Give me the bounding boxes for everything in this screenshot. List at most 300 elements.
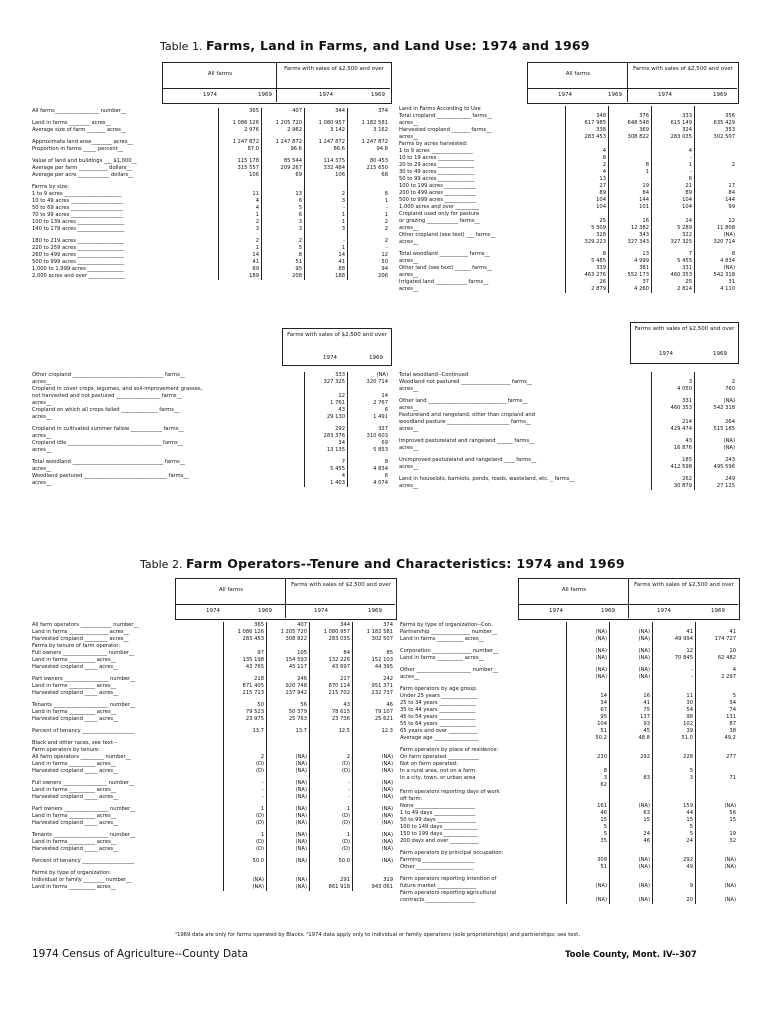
cell-value: 8 bbox=[348, 459, 391, 466]
cell-value: 243 bbox=[695, 457, 738, 464]
cell-value bbox=[695, 106, 738, 113]
cell-value: 25 bbox=[652, 279, 695, 286]
cell-value: (NA) bbox=[353, 846, 396, 853]
cell-value: 5 bbox=[653, 824, 696, 831]
row-label: acres__ bbox=[32, 433, 52, 439]
table-row bbox=[30, 393, 390, 400]
cell-value: 89 bbox=[566, 190, 609, 197]
cell-value: 88 bbox=[305, 266, 348, 273]
cell-value bbox=[567, 747, 610, 754]
cell-value: 2 767 bbox=[348, 400, 391, 407]
cell-value: 4 bbox=[219, 198, 262, 205]
cell-value: (NA) bbox=[224, 877, 267, 884]
cell-value: 50 379 bbox=[267, 709, 310, 716]
cell-value: (NA) bbox=[695, 232, 738, 239]
cell-value: (NA) bbox=[696, 864, 739, 871]
table-row bbox=[397, 218, 737, 225]
row-label: Part owners _________________ number__ bbox=[32, 676, 136, 682]
cell-value: 6 bbox=[262, 198, 305, 205]
cell-value: 25 763 bbox=[267, 716, 310, 723]
cell-value: (NA) bbox=[353, 806, 396, 813]
table-row bbox=[30, 629, 395, 636]
hdr-sales-farms: Farms with sales of $2,500 and over bbox=[633, 66, 733, 72]
cell-value: 24 bbox=[653, 838, 696, 845]
row-label: acres__ bbox=[399, 386, 419, 392]
cell-value: 329 223 bbox=[566, 239, 609, 246]
cell-value: 1 182 581 bbox=[348, 120, 391, 127]
cell-value: 429 474 bbox=[652, 426, 695, 433]
cell-value: 338 bbox=[566, 127, 609, 134]
cell-value: 283 376 bbox=[305, 433, 348, 440]
cell-value: (NA) bbox=[610, 636, 653, 643]
row-label: 10 to 49 acres ____________________ bbox=[32, 198, 123, 204]
table-row bbox=[30, 407, 390, 414]
cell-value: 308 822 bbox=[609, 134, 652, 141]
cell-value: 13 135 bbox=[305, 447, 348, 454]
cell-value bbox=[653, 789, 696, 796]
cell-value bbox=[695, 211, 738, 218]
cell-value: 19 bbox=[609, 183, 652, 190]
row-label: Harvested cropland _____ acres__ bbox=[32, 664, 119, 670]
cell-value bbox=[610, 890, 653, 897]
cell-value bbox=[609, 141, 652, 148]
cell-value: (NA) bbox=[353, 768, 396, 775]
cell-value bbox=[652, 412, 695, 419]
row-label: acres__ bbox=[399, 272, 419, 278]
row-label: Total woodland--Continued bbox=[399, 372, 469, 378]
cell-value: 51 bbox=[567, 728, 610, 735]
table-row bbox=[397, 379, 737, 386]
cell-value bbox=[610, 686, 653, 693]
cell-value: 62 482 bbox=[696, 655, 739, 662]
hdr-all-farms: All farms bbox=[561, 587, 587, 593]
table-row bbox=[397, 169, 737, 176]
cell-value bbox=[267, 747, 310, 754]
cell-value: 159 bbox=[653, 803, 696, 810]
cell-value: 5 bbox=[567, 831, 610, 838]
table-row bbox=[397, 251, 737, 258]
hdr-year: 1969 bbox=[369, 355, 383, 361]
cell-value: 1 bbox=[305, 245, 348, 252]
cell-value: 2 297 bbox=[696, 674, 739, 681]
cell-value: (D) bbox=[310, 846, 353, 853]
table-row bbox=[30, 709, 395, 716]
cell-value: 50.2 bbox=[567, 735, 610, 742]
cell-value: 2 976 bbox=[219, 127, 262, 134]
hdr-year: 1974 bbox=[658, 92, 672, 98]
cell-value: - bbox=[310, 794, 353, 801]
row-label: Other ______________________ bbox=[400, 864, 474, 870]
cell-value bbox=[696, 850, 739, 857]
cell-value bbox=[610, 876, 653, 883]
cell-value bbox=[695, 412, 738, 419]
cell-value: 46 bbox=[353, 702, 396, 709]
cell-value: 228 bbox=[653, 754, 696, 761]
cell-value: 38 bbox=[696, 728, 739, 735]
row-label: Tenants _____________________ number__ bbox=[32, 832, 136, 838]
cell-value bbox=[567, 622, 610, 629]
hdr-year: 1974 bbox=[323, 355, 337, 361]
table-row bbox=[398, 897, 738, 904]
cell-value: 6 bbox=[348, 407, 391, 414]
cell-value bbox=[609, 211, 652, 218]
row-label: None _______________________ bbox=[400, 803, 475, 809]
table-row bbox=[398, 810, 738, 817]
cell-value: (NA) bbox=[267, 858, 310, 865]
cell-value: (NA) bbox=[610, 655, 653, 662]
row-label: Other _____________________ number__ bbox=[400, 667, 498, 673]
table-row bbox=[30, 870, 395, 877]
table-row bbox=[30, 226, 390, 233]
table-row bbox=[30, 858, 395, 865]
cell-value: 5 bbox=[262, 245, 305, 252]
cell-value: 310 603 bbox=[348, 433, 391, 440]
table-row bbox=[30, 205, 390, 212]
cell-value: 46 bbox=[567, 810, 610, 817]
row-label: Land in farms _______________ acres__ bbox=[32, 629, 129, 635]
cell-value: 44 395 bbox=[353, 664, 396, 671]
table-row bbox=[397, 438, 737, 445]
cell-value bbox=[567, 789, 610, 796]
cell-value: 292 bbox=[305, 426, 348, 433]
row-label: All farm operators _________ number__ bbox=[32, 754, 131, 760]
table-row bbox=[397, 127, 737, 134]
cell-value: 45 bbox=[610, 728, 653, 735]
cell-value: 8 bbox=[262, 252, 305, 259]
cell-value: 13 bbox=[566, 176, 609, 183]
table-row bbox=[397, 190, 737, 197]
cell-value: (NA) bbox=[696, 857, 739, 864]
row-label: Improved pastureland and rangeland ______ farms__ bbox=[399, 438, 535, 444]
cell-value: 4 bbox=[219, 205, 262, 212]
table-row bbox=[30, 657, 395, 664]
cell-value: (NA) bbox=[267, 813, 310, 820]
cell-value bbox=[224, 870, 267, 877]
table-row bbox=[30, 466, 390, 473]
cell-value: 29 130 bbox=[305, 414, 348, 421]
cell-value: 15 bbox=[653, 817, 696, 824]
table-row bbox=[30, 716, 395, 723]
table-row bbox=[398, 850, 738, 857]
cell-value bbox=[653, 850, 696, 857]
cell-value: (NA) bbox=[353, 858, 396, 865]
cell-value: 615 149 bbox=[652, 120, 695, 127]
cell-value: 870 114 bbox=[310, 683, 353, 690]
cell-value: 407 bbox=[262, 108, 305, 115]
table-row bbox=[398, 674, 738, 681]
cell-value: 11 808 bbox=[695, 225, 738, 232]
cell-value bbox=[224, 643, 267, 650]
cell-value: (NA) bbox=[567, 667, 610, 674]
row-label: Land in farms __________ acres__ bbox=[32, 683, 116, 689]
table-row bbox=[398, 636, 738, 643]
cell-value: 760 bbox=[695, 386, 738, 393]
cell-value: 104 bbox=[652, 197, 695, 204]
cell-value: 49 994 bbox=[653, 636, 696, 643]
cell-value: (NA) bbox=[567, 897, 610, 904]
table-row bbox=[30, 877, 395, 884]
table-row bbox=[398, 686, 738, 693]
table-row bbox=[30, 459, 390, 466]
hdr-all-farms: All farms bbox=[207, 71, 233, 77]
cell-value: (NA) bbox=[610, 803, 653, 810]
hdr-year: 1974 bbox=[549, 608, 563, 614]
cell-value: 98 bbox=[653, 714, 696, 721]
table1-lower-left-body bbox=[30, 372, 390, 487]
cell-value: 1 205 720 bbox=[267, 629, 310, 636]
hdr-all-farms: All farms bbox=[218, 587, 244, 593]
row-label: future market _______________ bbox=[400, 883, 477, 889]
cell-value: 542 318 bbox=[695, 272, 738, 279]
cell-value bbox=[696, 824, 739, 831]
cell-value: 185 bbox=[652, 457, 695, 464]
cell-value: 1 247 872 bbox=[305, 139, 348, 146]
table-row bbox=[398, 817, 738, 824]
cell-value: - bbox=[348, 245, 391, 252]
cell-value: (NA) bbox=[610, 864, 653, 871]
row-label: In a rural area, not on a farm bbox=[400, 768, 476, 774]
cell-value: (NA) bbox=[567, 648, 610, 655]
cell-value: 50.0 bbox=[310, 858, 353, 865]
cell-value: 75 bbox=[610, 707, 653, 714]
cell-value bbox=[262, 184, 305, 191]
row-label: Total woodland ___________ farms__ bbox=[399, 251, 490, 257]
cell-value: 189 bbox=[219, 273, 262, 280]
cell-value: 3 162 bbox=[348, 127, 391, 134]
cell-value: 1 247 872 bbox=[262, 139, 305, 146]
row-label: acres__ bbox=[32, 400, 52, 406]
cell-value: 161 bbox=[567, 803, 610, 810]
table-row bbox=[30, 191, 390, 198]
cell-value: 95 bbox=[262, 266, 305, 273]
row-label: Farm operators by age group: bbox=[400, 686, 478, 692]
cell-value: 552 173 bbox=[609, 272, 652, 279]
row-label: 1,000 to 1,999 acres ______________ bbox=[32, 266, 124, 272]
cell-value: 319 bbox=[353, 877, 396, 884]
cell-value: 34 bbox=[305, 440, 348, 447]
cell-value: 4 834 bbox=[348, 466, 391, 473]
row-label: acres__ bbox=[32, 379, 52, 385]
cell-value: 1 080 957 bbox=[310, 629, 353, 636]
cell-value: 412 598 bbox=[652, 464, 695, 471]
cell-value: 5 bbox=[696, 693, 739, 700]
cell-value: 8 bbox=[695, 251, 738, 258]
cell-value: 1 bbox=[305, 219, 348, 226]
cell-value bbox=[610, 747, 653, 754]
row-label: Land in houselots, barnlots, ponds, roads, wasteland, etc. _ farms__ bbox=[399, 476, 575, 482]
row-label: acres__ bbox=[399, 464, 419, 470]
cell-value: 242 bbox=[353, 676, 396, 683]
cell-value: 3 bbox=[652, 379, 695, 386]
cell-value bbox=[653, 782, 696, 789]
row-label: Not on farm operated: bbox=[400, 761, 458, 767]
cell-value: 246 bbox=[267, 676, 310, 683]
cell-value: (NA) bbox=[610, 629, 653, 636]
cell-value: 30 879 bbox=[652, 483, 695, 490]
cell-value bbox=[696, 890, 739, 897]
table-row bbox=[398, 655, 738, 662]
cell-value: - bbox=[224, 780, 267, 787]
table-row bbox=[397, 464, 737, 471]
cell-value: 43 bbox=[652, 438, 695, 445]
cell-value: 5 455 bbox=[652, 258, 695, 265]
cell-value: (D) bbox=[310, 839, 353, 846]
cell-value: 2 bbox=[348, 219, 391, 226]
table2-left-body bbox=[30, 622, 395, 891]
cell-value bbox=[267, 643, 310, 650]
cell-value bbox=[653, 796, 696, 803]
row-label: Land in farms __________ acres__ bbox=[32, 761, 116, 767]
cell-value: 1 247 872 bbox=[348, 139, 391, 146]
cell-value: 10 bbox=[696, 648, 739, 655]
row-label: Land in farms __________ acres__ bbox=[32, 839, 116, 845]
cell-value: (NA) bbox=[610, 667, 653, 674]
cell-value: 292 bbox=[610, 754, 653, 761]
hdr-sales-farms: Farms with sales of $2,500 and over bbox=[634, 326, 735, 332]
cell-value: 232 737 bbox=[353, 690, 396, 697]
cell-value: 237 942 bbox=[267, 690, 310, 697]
cell-value: (NA) bbox=[267, 877, 310, 884]
cell-value bbox=[567, 796, 610, 803]
cell-value: 2 bbox=[219, 219, 262, 226]
table-row bbox=[30, 747, 395, 754]
row-label: acres__ bbox=[399, 134, 419, 140]
cell-value bbox=[610, 782, 653, 789]
row-label: acres__ bbox=[399, 225, 419, 231]
table-row bbox=[30, 787, 395, 794]
cell-value: - bbox=[653, 667, 696, 674]
cell-value: (NA) bbox=[353, 787, 396, 794]
cell-value: (NA) bbox=[348, 372, 391, 379]
cell-value: 463 276 bbox=[566, 272, 609, 279]
cell-value: 115 178 bbox=[219, 158, 262, 165]
cell-value: 283 035 bbox=[652, 134, 695, 141]
row-label: Land in farms __________ acres__ bbox=[32, 813, 116, 819]
cell-value: 332 484 bbox=[305, 165, 348, 172]
row-label: 500 to 999 acres ____________ bbox=[399, 197, 476, 203]
cell-value: 264 bbox=[695, 419, 738, 426]
row-label: 180 to 219 acres __________________ bbox=[32, 238, 125, 244]
table2-label: Table 2. bbox=[140, 558, 183, 571]
cell-value: 15 bbox=[696, 817, 739, 824]
row-label: 200 to 499 acres ____________ bbox=[399, 190, 476, 196]
cell-value: 5 289 bbox=[652, 225, 695, 232]
cell-value: 333 bbox=[652, 113, 695, 120]
row-label: acres__ bbox=[399, 286, 419, 292]
cell-value: 1 bbox=[310, 806, 353, 813]
row-label: Total woodland ___________________________________ farms__ bbox=[32, 459, 185, 465]
cell-value: 94 bbox=[348, 266, 391, 273]
cell-value: 339 bbox=[566, 265, 609, 272]
cell-value: 2 bbox=[262, 238, 305, 245]
cell-value: 249 bbox=[695, 476, 738, 483]
table-row bbox=[30, 813, 395, 820]
cell-value: 1 491 bbox=[348, 414, 391, 421]
row-label: 50 to 99 days _______________ bbox=[400, 817, 477, 823]
cell-value: 131 bbox=[696, 714, 739, 721]
row-label: On farm operated ____________ bbox=[400, 754, 480, 760]
cell-value: 85 bbox=[353, 650, 396, 657]
cell-value: 1 bbox=[224, 806, 267, 813]
cell-value: - bbox=[310, 787, 353, 794]
cell-value: 132 226 bbox=[310, 657, 353, 664]
table-row bbox=[397, 405, 737, 412]
cell-value bbox=[353, 747, 396, 754]
cell-value: - bbox=[348, 205, 391, 212]
row-label: Harvested cropland _____ acres__ bbox=[32, 690, 119, 696]
cell-value: 135 198 bbox=[224, 657, 267, 664]
hdr-year: 1974 bbox=[657, 608, 671, 614]
cell-value: 54 bbox=[653, 707, 696, 714]
cell-value: (NA) bbox=[696, 883, 739, 890]
cell-value: 515 185 bbox=[695, 426, 738, 433]
cell-value: 1 bbox=[224, 832, 267, 839]
cell-value: (NA) bbox=[696, 897, 739, 904]
table-row bbox=[397, 483, 737, 490]
cell-value bbox=[610, 622, 653, 629]
cell-value: (NA) bbox=[610, 674, 653, 681]
table-row bbox=[397, 232, 737, 239]
cell-value: 6 bbox=[348, 473, 391, 480]
row-label: Cropland in cover crops, legumes, and soil-improvement grasses, bbox=[32, 386, 203, 392]
row-label: Other land (see text) ______ farms__ bbox=[399, 265, 493, 271]
table-row bbox=[397, 286, 737, 293]
cell-value: 43 765 bbox=[224, 664, 267, 671]
cell-value: 218 bbox=[224, 676, 267, 683]
cell-value: 25 bbox=[566, 218, 609, 225]
cell-value: 365 bbox=[224, 622, 267, 629]
cell-value: (NA) bbox=[267, 780, 310, 787]
cell-value: 283 035 bbox=[310, 636, 353, 643]
cell-value: 4 110 bbox=[695, 286, 738, 293]
table-row bbox=[397, 197, 737, 204]
cell-value bbox=[305, 184, 348, 191]
row-label: 35 to 44 years ______________ bbox=[400, 707, 476, 713]
cell-value: 79 523 bbox=[224, 709, 267, 716]
cell-value bbox=[224, 740, 267, 747]
table-row bbox=[30, 184, 390, 191]
row-label: acres__ bbox=[399, 405, 419, 411]
table2-left-header bbox=[175, 578, 397, 620]
cell-value bbox=[609, 155, 652, 162]
cell-value bbox=[610, 789, 653, 796]
row-label: Farms by type of organization--Con. bbox=[400, 622, 493, 628]
table-row bbox=[30, 780, 395, 787]
cell-value: 230 bbox=[567, 754, 610, 761]
cell-value: 71 bbox=[696, 775, 739, 782]
cell-value bbox=[310, 740, 353, 747]
footnote: ¹1969 data are only for farms operated by Blacks. ²1974 data apply only to individual or family operations (sole proprietorships) and partnerships; see text. bbox=[175, 932, 580, 938]
cell-value bbox=[353, 740, 396, 747]
row-label: 150 to 199 days _____________ bbox=[400, 831, 478, 837]
cell-value: 51 bbox=[567, 864, 610, 871]
table-row bbox=[397, 155, 737, 162]
row-label: Farms by size: bbox=[32, 184, 69, 190]
row-label: Other land ______________________________ farms__ bbox=[399, 398, 528, 404]
table1-right-header bbox=[527, 62, 739, 104]
row-label: Proportion in farms _____ percent__ bbox=[32, 146, 123, 152]
cell-value: 37 bbox=[609, 279, 652, 286]
table1-right-body bbox=[397, 106, 737, 293]
row-label: 50 to 69 acres ____________________ bbox=[32, 205, 123, 211]
cell-value bbox=[696, 747, 739, 754]
table-row bbox=[30, 839, 395, 846]
table-row bbox=[397, 457, 737, 464]
table-row bbox=[30, 266, 390, 273]
cell-value: 302 507 bbox=[695, 134, 738, 141]
table1-lower-right-body bbox=[397, 372, 737, 490]
cell-value: 16 bbox=[610, 693, 653, 700]
